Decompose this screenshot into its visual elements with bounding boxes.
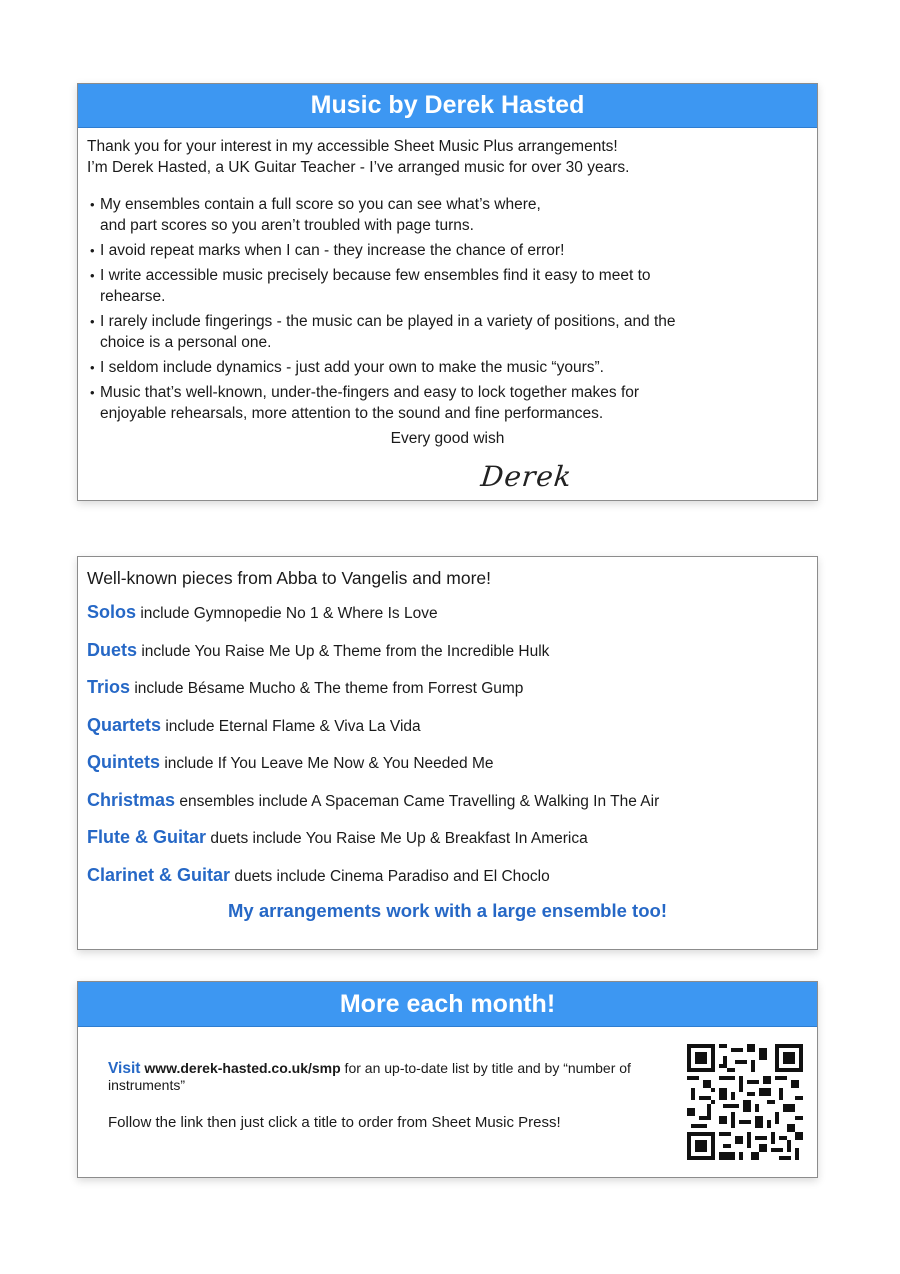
category-name: Quintets: [87, 752, 161, 772]
category-text: include Eternal Flame & Viva La Vida: [161, 717, 421, 735]
about-panel: [77, 83, 818, 501]
list-item: [87, 311, 808, 353]
category-text: ensembles include A Spaceman Came Travelling & Walking In The Air: [175, 792, 660, 810]
category-text: include You Raise Me Up & Theme from the Incredible Hulk: [137, 642, 550, 660]
signature: Derek: [479, 460, 574, 493]
bullet-text: • Music that’s well-known, under-the-fingers and easy to lock together makes for: [100, 384, 640, 401]
category-name: Duets: [87, 639, 138, 660]
category-text: duets include Cinema Paradiso and El Choclo: [230, 867, 550, 885]
closing-wish: Every good wish: [390, 430, 505, 447]
list-item: [87, 752, 808, 790]
list-item: [87, 640, 808, 678]
bullet-text: enjoyable rehearsals, more attention to the sound and fine performances.: [100, 405, 604, 422]
list-item: [87, 240, 808, 261]
bullet-text: and part scores so you aren’t troubled with page turns.: [100, 217, 474, 234]
category-text: include If You Leave Me Now & You Needed Me: [160, 755, 494, 772]
intro-text: [87, 136, 808, 178]
list-item: [87, 357, 808, 378]
intro-line-1: Thank you for your interest in my accessible Sheet Music Plus arrangements!: [87, 138, 618, 155]
catalog-tagline: Well-known pieces from Abba to Vangelis and more!: [87, 568, 492, 588]
more-panel: [77, 981, 818, 1178]
bullet-list: [87, 194, 808, 424]
bullet-text: • I write accessible music precisely because few ensembles find it easy to meet to: [100, 267, 651, 284]
about-title: Music by Derek Hasted: [78, 84, 817, 128]
category-name: Quartets: [87, 714, 162, 735]
category-name: Christmas: [87, 789, 176, 810]
category-name: Trios: [87, 677, 131, 697]
list-item: [87, 382, 808, 424]
list-item: [87, 265, 808, 307]
visit-rest: for an up-to-date list by title and by “number of instruments”: [108, 1060, 631, 1093]
list-item: [87, 194, 808, 236]
bullet-text: • I avoid repeat marks when I can - they increase the chance of error!: [100, 242, 565, 259]
category-name: Solos: [87, 602, 137, 622]
visit-label: Visit: [108, 1060, 141, 1077]
visit-block: [108, 1060, 653, 1131]
bullet-text: rehearse.: [100, 288, 166, 305]
category-text: include Gymnopedie No 1 & Where Is Love: [136, 605, 438, 622]
list-item: [87, 865, 808, 903]
list-item: [87, 715, 808, 753]
list-item: [87, 602, 808, 640]
list-item: [87, 677, 808, 715]
more-title: More each month!: [78, 982, 817, 1027]
website-link[interactable]: www.derek-hasted.co.uk/smp: [144, 1060, 341, 1076]
category-name: Flute & Guitar: [87, 827, 207, 847]
bullet-text: • I seldom include dynamics - just add your own to make the music “yours”.: [100, 359, 604, 376]
ensemble-note: My arrangements work with a large ensemble too!: [228, 900, 667, 921]
intro-line-2: I’m Derek Hasted, a UK Guitar Teacher - I’ve arranged music for over 30 years.: [87, 159, 630, 176]
follow-text: Follow the link then just click a title to order from Sheet Music Press!: [108, 1114, 561, 1131]
list-item: [87, 827, 808, 865]
bullet-text: choice is a personal one.: [100, 334, 272, 351]
bullet-text: • My ensembles contain a full score so you can see what’s where,: [100, 196, 541, 213]
list-item: [87, 790, 808, 828]
visit-text: [108, 1060, 653, 1094]
category-text: include Bésame Mucho & The theme from Forrest Gump: [130, 680, 524, 697]
category-name: Clarinet & Guitar: [87, 864, 231, 885]
catalog-panel: [77, 556, 818, 950]
bullet-text: • I rarely include fingerings - the music can be played in a variety of positions, and the: [100, 313, 676, 330]
category-text: duets include You Raise Me Up & Breakfast In America: [206, 830, 588, 847]
qr-code-icon[interactable]: [687, 1044, 803, 1160]
